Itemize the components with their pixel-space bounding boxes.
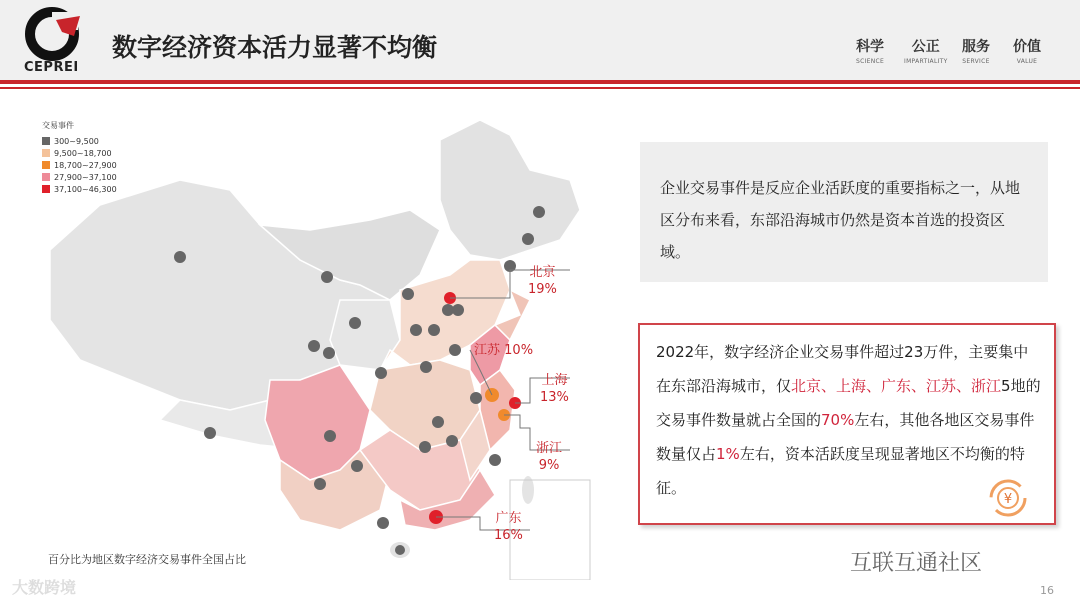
summary-text: 左右，资本活跃度呈现显著地区不均衡的特征。 [656, 445, 1025, 497]
legend-swatch [42, 173, 50, 181]
legend-swatch [42, 149, 50, 157]
label-guangdong: 广东 16% [494, 511, 523, 543]
watermark-left: 大数跨境 [12, 578, 77, 597]
label-jiangsu: 江苏 10% [474, 343, 534, 358]
logo-text: CEPREI [24, 60, 79, 75]
summary-text: 左右，其他各地区交易事件数量仅占 [656, 411, 1035, 463]
page-number: 16 [1040, 584, 1054, 597]
highlight-share: 70% [821, 411, 855, 429]
page-title: 数字经济资本活力显著不均衡 [112, 33, 438, 62]
legend-item: 9,500~18,700 [42, 147, 117, 159]
legend-swatch [42, 137, 50, 145]
value-service: 服务 SERVICE [962, 39, 990, 65]
watermark-right: 互联互通社区 [850, 551, 983, 576]
legend-item: 37,100~46,300 [42, 183, 117, 195]
value-value: 价值 VALUE [1013, 39, 1041, 65]
map-note: 百分比为地区数字经济交易事件全国占比 [48, 553, 246, 566]
label-shanghai: 上海 13% [540, 373, 569, 405]
legend-title: 交易事件 [42, 121, 74, 130]
value-science: 科学 SCIENCE [856, 39, 885, 65]
intro-box: 企业交易事件是反应企业活跃度的重要指标之一，从地区分布来看，东部沿海城市仍然是资本首选的投资区域。 [640, 142, 1048, 282]
highlight-other-share: 1% [716, 445, 740, 463]
legend-swatch [42, 185, 50, 193]
label-zhejiang: 浙江 9% [536, 441, 563, 473]
legend-item: 18,700~27,900 [42, 159, 117, 171]
legend-item: 27,900~37,100 [42, 171, 117, 183]
summary-text: 2022年，数字经济企业交易事件超过23万件，主要集中在东部沿海城市，仅 [656, 343, 1029, 395]
legend-swatch [42, 161, 50, 169]
summary-text: 5地的交易事件数量就占全国的 [656, 377, 1041, 429]
header-divider-thin [0, 87, 1080, 89]
legend-item: 300~9,500 [42, 135, 117, 147]
map-legend [42, 120, 117, 195]
value-impartiality: 公正 IMPARTIALITY [904, 39, 948, 65]
svg-text:¥: ¥ [1003, 492, 1013, 507]
header-divider [0, 80, 1080, 84]
label-beijing: 北京 19% [528, 265, 557, 297]
yuan-exchange-icon [988, 478, 1028, 518]
highlight-regions: 北京、上海、广东、江苏、浙江 [791, 377, 1002, 395]
